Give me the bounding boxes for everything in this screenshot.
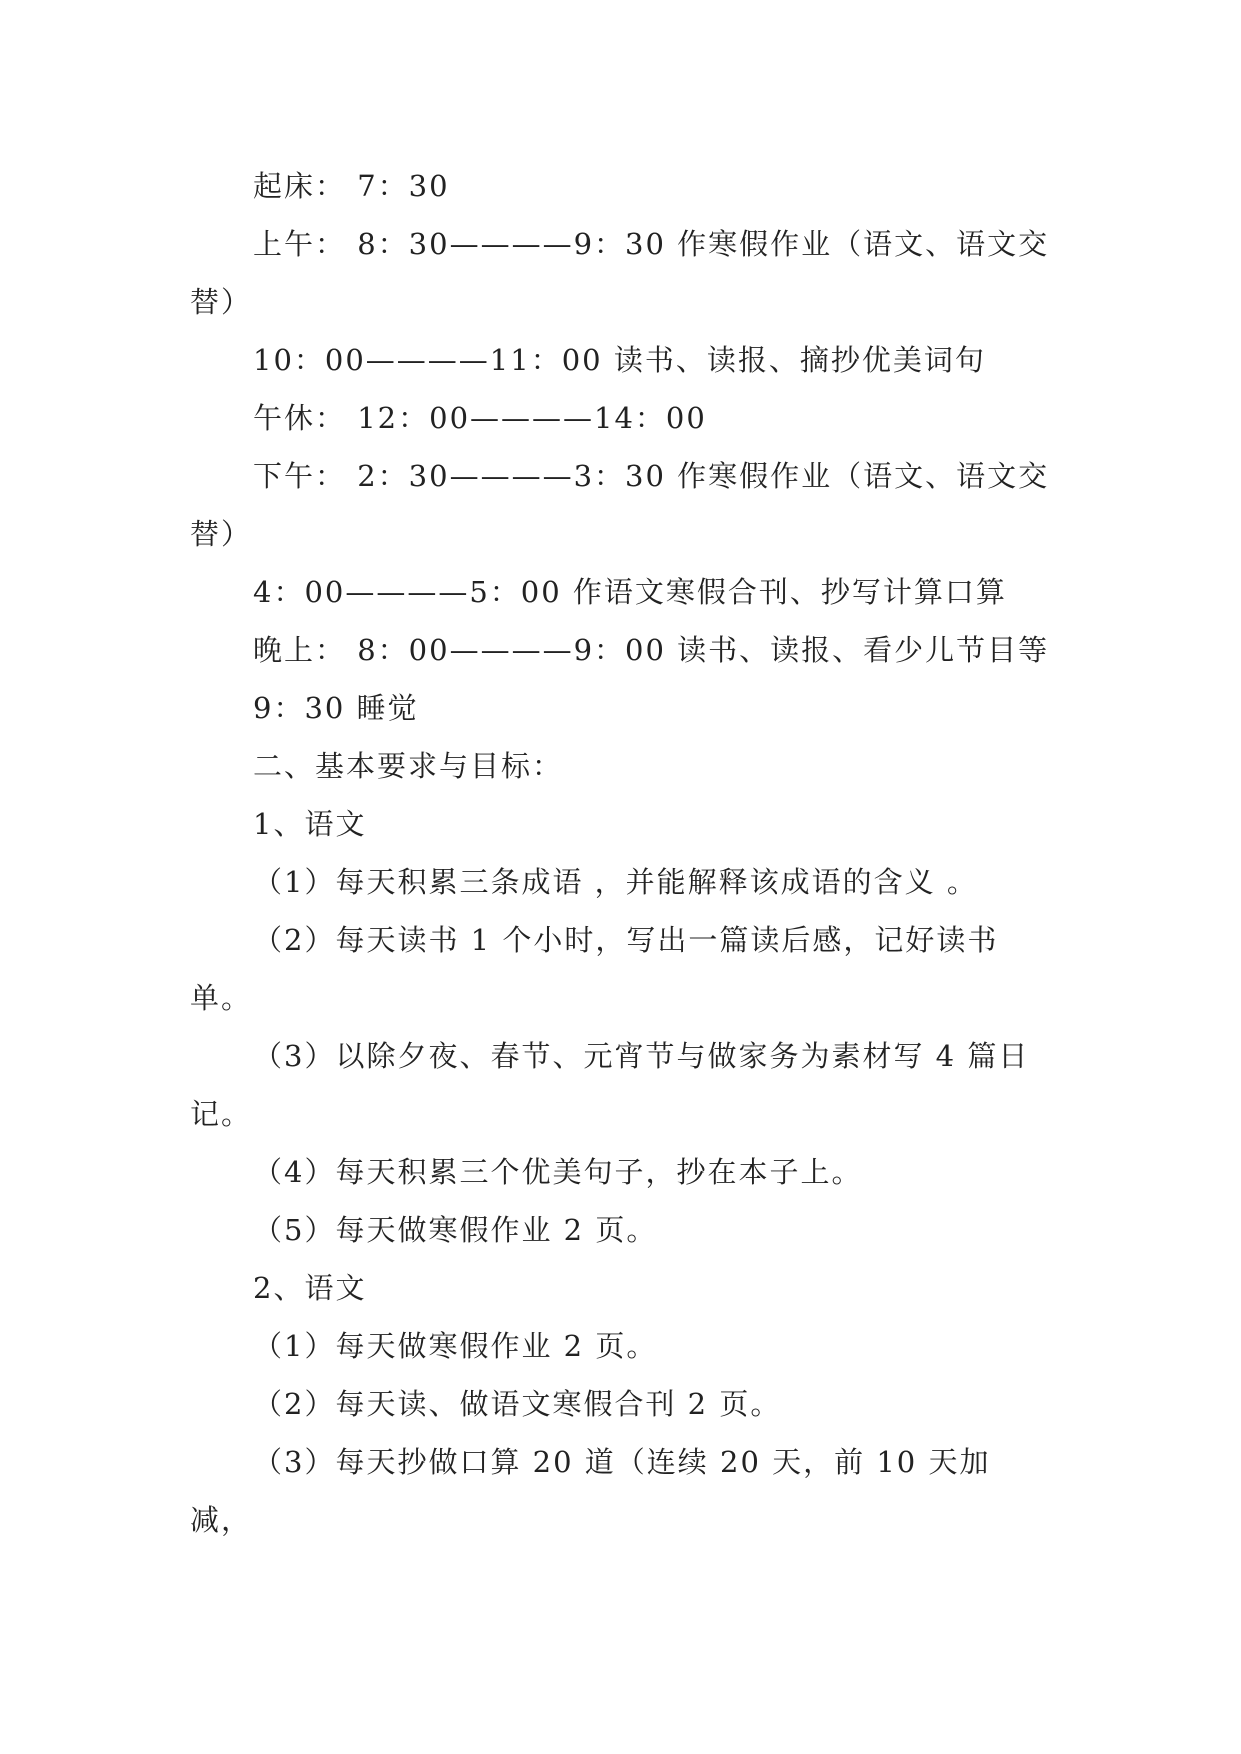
schedule-reading-morning: 10：00————11：00 读书、读报、摘抄优美词句 xyxy=(253,343,986,377)
section-title: 1、语文 xyxy=(253,807,367,841)
schedule-morning: 上午： 8：30————9：30 作寒假作业（语文、语文交替） xyxy=(190,227,1050,319)
list-item: （4）每天积累三个优美句子，抄在本子上。 xyxy=(253,1155,863,1189)
schedule-wake: 起床： 7：30 xyxy=(253,169,450,203)
schedule-afternoon: 下午： 2：30————3：30 作寒假作业（语文、语文交替） xyxy=(190,459,1050,551)
schedule-sleep: 9：30 睡觉 xyxy=(253,691,419,725)
list-item: （2）每天读、做语文寒假合刊 2 页。 xyxy=(253,1387,782,1421)
requirements-heading: 二、基本要求与目标： xyxy=(253,749,564,783)
document-body xyxy=(190,157,1050,1549)
list-item: （3）以除夕夜、春节、元宵节与做家务为素材写 4 篇日记。 xyxy=(190,1039,1030,1131)
section-title: 2、语文 xyxy=(253,1271,367,1305)
schedule-nap: 午休： 12：00————14：00 xyxy=(253,401,707,435)
schedule-afternoon-2: 4：00————5：00 作语文寒假合刊、抄写计算口算 xyxy=(253,575,1007,609)
list-item: （1）每天做寒假作业 2 页。 xyxy=(253,1329,658,1363)
list-item: （1）每天积累三条成语 ，并能解释该成语的含义 。 xyxy=(253,865,978,899)
list-item: （5）每天做寒假作业 2 页。 xyxy=(253,1213,658,1247)
list-item: （2）每天读书 1 个小时，写出一篇读后感，记好读书单。 xyxy=(190,923,999,1015)
schedule-evening: 晚上： 8：00————9：00 读书、读报、看少儿节目等 xyxy=(253,633,1050,667)
list-item: （3）每天抄做口算 20 道（连续 20 天，前 10 天加减， xyxy=(190,1445,991,1537)
